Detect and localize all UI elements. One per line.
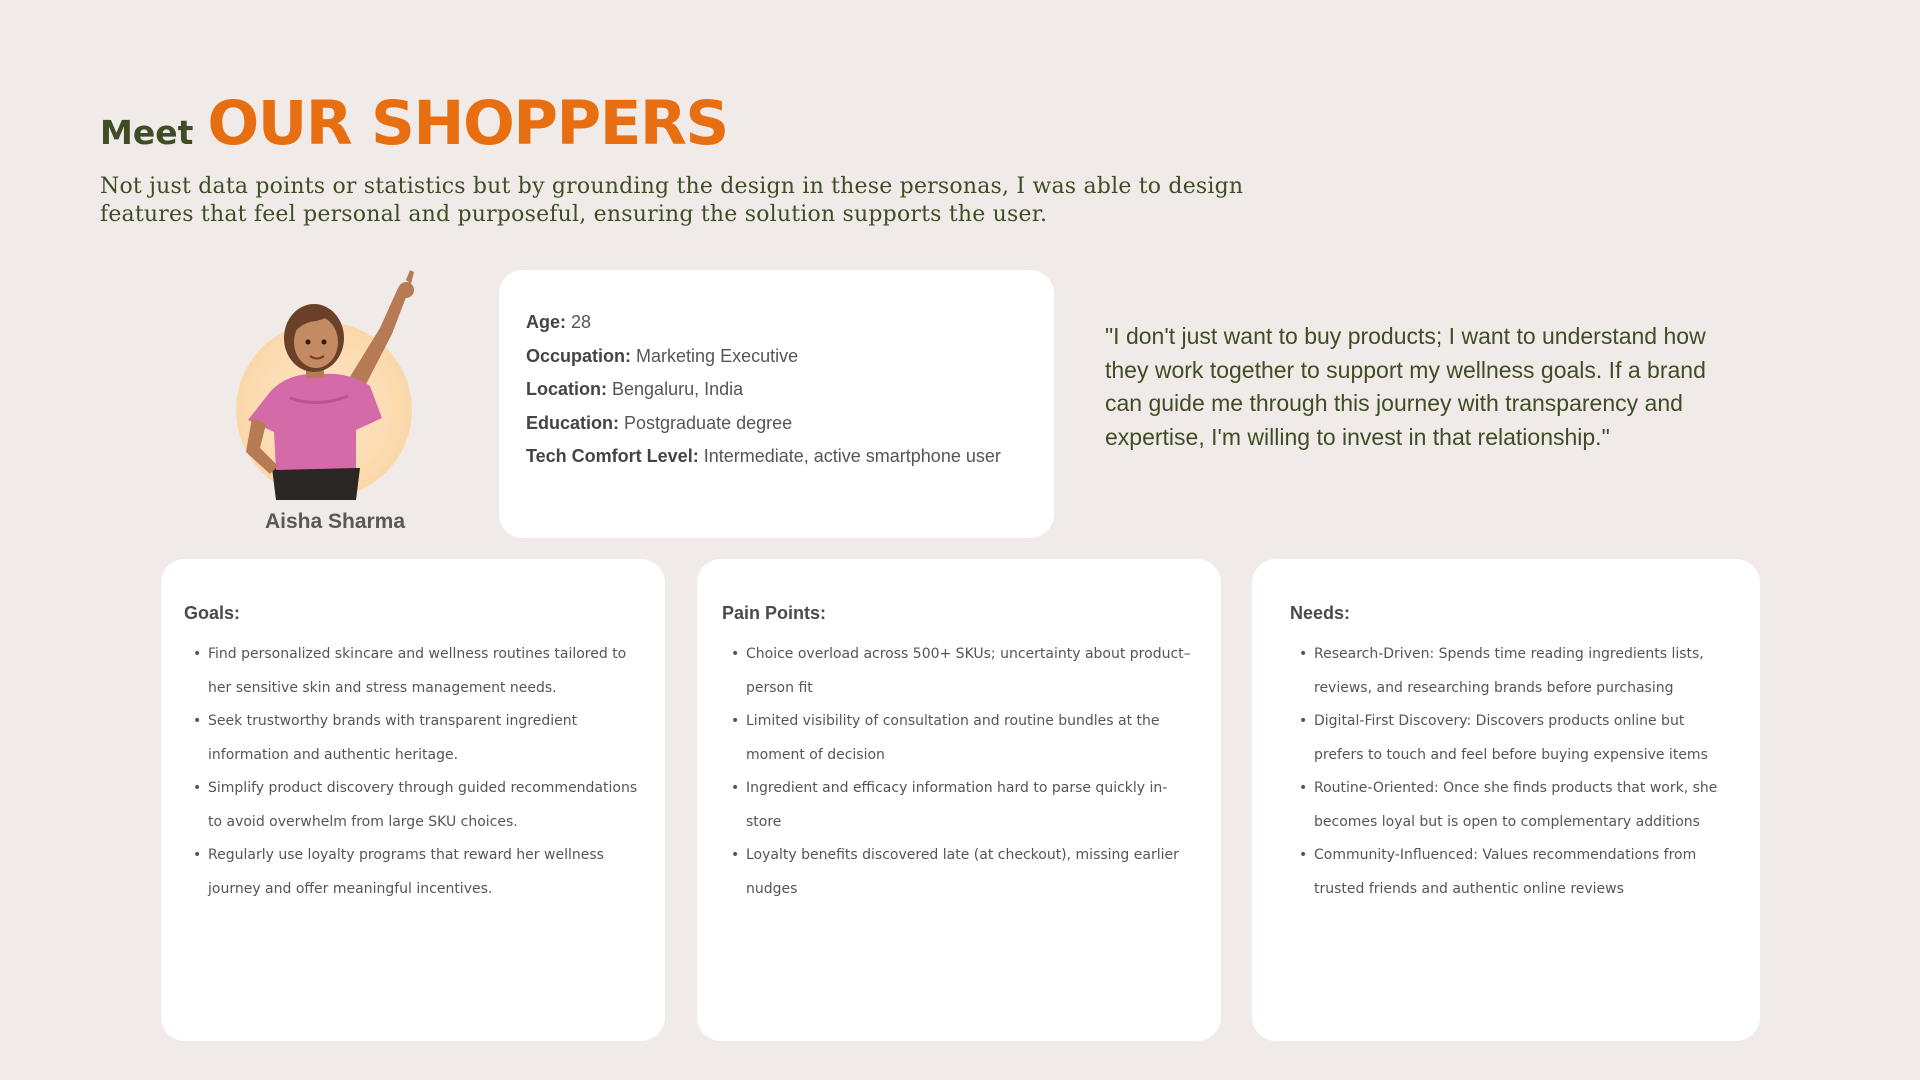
- profile-age: [526, 306, 1028, 340]
- occupation-label: Occupation:: [526, 345, 632, 366]
- profile-tech-comfort: [526, 440, 1028, 474]
- list-item: • Choice overload across 500+ SKUs; uncertainty about product–person fit: [722, 638, 1195, 705]
- age-value: 28: [571, 312, 592, 332]
- goals-title: Goals:: [184, 603, 241, 623]
- persona-block: [230, 268, 440, 538]
- location-label: Location:: [526, 379, 607, 400]
- list-item: • Community-Influenced: Values recommendations from trusted friends and authentic online reviews: [1290, 839, 1738, 906]
- list-item: • Simplify product discovery through guided recommendations to avoid overwhelm from large SKU choices.: [184, 772, 641, 839]
- education-value: Postgraduate degree: [624, 412, 793, 433]
- list-item: • Limited visibility of consultation and routine bundles at the moment of decision: [722, 705, 1195, 772]
- tech-label: Tech Comfort Level:: [526, 446, 699, 467]
- pain-points-list: [722, 638, 1195, 906]
- age-label: Age:: [526, 312, 566, 332]
- list-item: • Regularly use loyalty programs that reward her wellness journey and offer meaningful incentives.: [184, 839, 641, 906]
- pain-points-card: [697, 559, 1221, 1041]
- occupation-value: Marketing Executive: [636, 345, 799, 366]
- needs-list: [1290, 638, 1738, 906]
- needs-title: Needs:: [1290, 603, 1351, 623]
- goals-card: [161, 559, 665, 1041]
- persona-quote: "I don't just want to buy products; I want to understand how they work together to support my wellness goals. If a brand can guide me through this journey with transparency and expertise, I'm willing to invest in that relationship.": [1105, 323, 1706, 450]
- woman-pointing-up-avatar-icon: [230, 268, 440, 508]
- list-item: • Routine-Oriented: Once she finds products that work, she becomes loyal but is open to complementary additions: [1290, 772, 1738, 839]
- list-item: • Seek trustworthy brands with transparent ingredient information and authentic heritage.: [184, 705, 641, 772]
- list-item: • Research-Driven: Spends time reading ingredients lists, reviews, and researching brands before purchasing: [1290, 638, 1738, 705]
- education-label: Education:: [526, 412, 619, 433]
- profile-location: [526, 373, 1028, 407]
- profile-card: [499, 270, 1054, 538]
- tech-value: Intermediate, active smartphone user: [703, 446, 1001, 467]
- list-item: • Find personalized skincare and wellness routines tailored to her sensitive skin and stress management needs.: [184, 638, 641, 705]
- list-item: • Ingredient and efficacy information hard to parse quickly in-store: [722, 772, 1195, 839]
- needs-card: [1252, 559, 1760, 1041]
- location-value: Bengaluru, India: [612, 379, 744, 400]
- list-item: • Loyalty benefits discovered late (at checkout), missing earlier nudges: [722, 839, 1195, 906]
- title-row: [100, 88, 1400, 159]
- profile-education: [526, 407, 1028, 441]
- goals-list: [184, 638, 641, 906]
- page-subtitle: Not just data points or statistics but by grounding the design in these personas, I was able to design features that feel personal and purposeful, ensuring the solution supports the user.: [100, 174, 1244, 227]
- meet-label: Meet: [100, 113, 194, 152]
- profile-occupation: [526, 340, 1028, 374]
- page-header: [100, 88, 1400, 229]
- list-item: • Digital-First Discovery: Discovers products online but prefers to touch and feel before buying expensive items: [1290, 705, 1738, 772]
- page-title: OUR SHOPPERS: [207, 88, 728, 159]
- persona-name: Aisha Sharma: [264, 510, 406, 533]
- pain-points-title: Pain Points:: [722, 603, 827, 623]
